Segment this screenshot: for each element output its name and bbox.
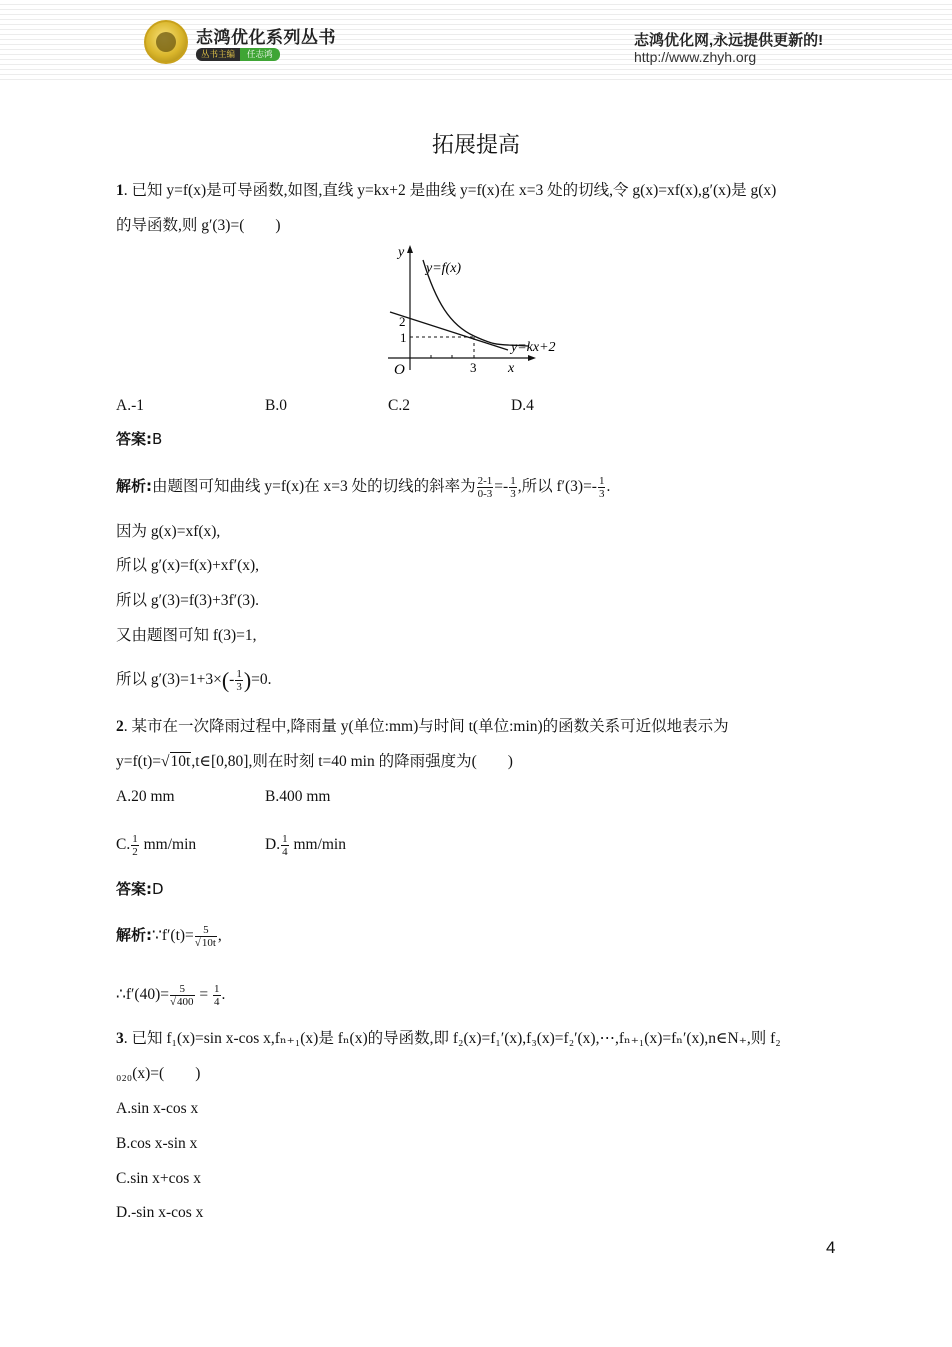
label-origin: O	[394, 362, 405, 378]
q2-option-c-frac	[131, 833, 139, 858]
q1-line2: 的导函数,则 g′(3)=( )	[116, 217, 281, 234]
brand-sub-editor: 任志鸿	[240, 48, 280, 61]
q2-option-d-den: 4	[282, 846, 288, 858]
q1-frac3	[598, 475, 606, 500]
label-tick-1: 1	[400, 330, 407, 345]
q3-option-c: C.sin x+cos x	[116, 1170, 201, 1187]
q1-step5	[116, 668, 272, 693]
q1-answer-label: 答案:	[116, 430, 152, 448]
brand-sub-label: 丛书主编	[196, 48, 240, 61]
q1-step5-a: 所以 g′(3)=1+3×	[116, 671, 222, 689]
y-axis-arrow	[407, 245, 413, 253]
label-tangent: y=kx+2	[511, 340, 556, 355]
q1-option-a: A.-1	[116, 397, 144, 414]
q2-line1	[116, 716, 729, 738]
q1-analysis-text-a: 由题图可知曲线 y=f(x)在 x=3 处的切线的斜率为	[152, 478, 476, 496]
q1-step4: 又由题图可知 f(3)=1,	[116, 627, 257, 644]
brand-subtitle	[196, 48, 280, 61]
q2-option-d	[265, 833, 346, 858]
q1-analysis-eq: =-	[494, 478, 509, 496]
q1-answer	[116, 428, 162, 450]
q2-analysis2-result	[213, 983, 221, 1008]
header-slogan: 志鸿优化网,永远提供更新的!	[634, 32, 824, 49]
q2-line2	[116, 751, 513, 773]
q1-option-d: D.4	[511, 397, 534, 414]
q2-option-c	[116, 833, 196, 858]
q1-answer-value: B	[152, 430, 163, 448]
brand-title: 志鸿优化系列丛书	[196, 28, 336, 47]
page-title: 拓展提高	[431, 133, 520, 158]
q2-analysis1-b: ,	[217, 927, 222, 945]
q2-analysis2-frac	[170, 983, 195, 1008]
q1-number: 1	[116, 182, 124, 199]
q1-frac1-num: 2-1	[477, 475, 493, 487]
q2-option-c-num: 1	[132, 833, 138, 845]
q1-step5-frac-num: 1	[236, 668, 242, 680]
q2-option-d-frac	[281, 833, 289, 858]
q1-analysis-label: 解析:	[116, 477, 152, 496]
q1-analysis-text-b: ,所以 f′(3)=-	[517, 478, 597, 496]
q1-frac2-den: 3	[510, 488, 516, 500]
x-axis-arrow	[528, 355, 536, 361]
q1-step2: 所以 g′(x)=f(x)+xf′(x),	[116, 557, 260, 574]
label-x: x	[508, 361, 515, 376]
label-tick-2: 2	[399, 314, 406, 329]
q1-step5-b: =0.	[251, 671, 272, 689]
q2-analysis2-eq: =	[195, 986, 213, 1004]
q2-analysis1-a: ∵f′(t)=	[152, 927, 194, 945]
q2-text1: . 某市在一次降雨过程中,降雨量 y(单位:mm)与时间 t(单位:min)的函数关系可近似地表示为	[123, 718, 729, 735]
q3-line2: ₀₂₀(x)=( )	[116, 1065, 201, 1082]
q2-answer	[116, 878, 164, 900]
q2-number: 2	[116, 718, 124, 735]
label-tick-3: 3	[470, 360, 477, 375]
q1-step1: 因为 g(x)=xf(x),	[116, 523, 221, 540]
q1-frac3-den: 3	[598, 488, 605, 500]
q2-analysis1-frac	[195, 924, 217, 949]
q2-option-d-prefix: D.	[265, 836, 281, 854]
label-y: y	[398, 245, 405, 260]
q3-option-a: A.sin x-cos x	[116, 1100, 199, 1117]
q2-analysis2-den-rad: 400	[177, 996, 194, 1008]
q2-analysis1-den-rad: 10t	[201, 937, 216, 949]
q1-step5-minus: -	[229, 671, 235, 689]
q1-figure	[378, 240, 578, 380]
q2-option-b: B.400 mm	[265, 788, 331, 805]
q3-line1	[116, 1028, 781, 1050]
q1-option-c: C.2	[388, 397, 410, 414]
q2-analysis1-num: 5	[195, 924, 217, 937]
q1-step3: 所以 g′(3)=f(3)+3f′(3).	[116, 592, 260, 609]
page-number: 4	[826, 1238, 836, 1257]
q2-analysis-line1	[116, 924, 222, 949]
q3-option-d: D.-sin x-cos x	[116, 1204, 204, 1221]
q1-step5-frac	[235, 668, 243, 693]
q1-step5-frac-den: 3	[236, 681, 242, 693]
q2-analysis-line2	[116, 983, 225, 1008]
q3-number: 3	[116, 1030, 124, 1047]
q3-option-b: B.cos x-sin x	[116, 1135, 198, 1152]
tangent-line	[390, 312, 508, 350]
q1-frac1	[477, 475, 494, 500]
q2-analysis2-num: 5	[170, 983, 195, 996]
q2-radicand: 10t	[170, 753, 191, 770]
q2-option-a: A.20 mm	[116, 788, 175, 805]
q1-line1	[116, 180, 776, 202]
q2-option-d-num: 1	[282, 833, 288, 845]
q1-step5-lparen: (	[221, 667, 230, 693]
logo-emblem	[156, 32, 176, 52]
q2-option-c-unit: mm/min	[143, 836, 197, 854]
q1-frac2-num: 1	[510, 475, 516, 487]
q2-analysis2-b: .	[221, 986, 226, 1004]
q2-answer-label: 答案:	[116, 880, 152, 898]
q1-analysis-line1	[116, 475, 610, 500]
q2-analysis2-a: ∴f′(40)=	[116, 986, 169, 1004]
q1-analysis-period: .	[606, 478, 611, 496]
q2-option-d-unit: mm/min	[293, 836, 346, 854]
q2-option-c-den: 2	[132, 846, 138, 858]
q2-text2-a: y=f(t)=√	[116, 753, 170, 770]
q2-text2-b: ,t∈[0,80],则在时刻 t=40 min 的降雨强度为( )	[191, 753, 513, 770]
q1-frac2	[509, 475, 517, 500]
q2-analysis2-result-den: 4	[214, 996, 220, 1008]
q1-text1: . 已知 y=f(x)是可导函数,如图,直线 y=kx+2 是曲线 y=f(x)在 x=3 处的切线,令 g(x)=xf(x),g′(x)是 g(x)	[123, 182, 777, 199]
header-url[interactable]: http://www.zhyh.org	[634, 49, 757, 65]
publisher-logo	[144, 20, 188, 64]
q2-analysis2-den: √400	[169, 996, 194, 1008]
q2-answer-value: D	[152, 880, 164, 898]
q1-frac1-den: 0-3	[477, 488, 493, 500]
q2-option-c-prefix: C.	[116, 836, 131, 854]
q1-step5-rparen: )	[243, 667, 252, 693]
label-curve: y=f(x)	[426, 261, 462, 276]
q1-option-b: B.0	[265, 397, 287, 414]
q2-analysis-label: 解析:	[116, 926, 152, 945]
q2-analysis1-den: √10t	[194, 937, 216, 949]
q2-analysis2-result-num: 1	[214, 983, 220, 995]
q3-text1: . 已知 f₁(x)=sin x-cos x,fₙ₊₁(x)是 fₙ(x)的导函数,即 f₂(x)=f₁′(x),f₃(x)=f₂′(x),⋯,fₙ₊₁(x)=fₙ′(x),n∈N₊,则 f₂	[123, 1030, 781, 1047]
q1-frac3-num: 1	[598, 475, 605, 487]
